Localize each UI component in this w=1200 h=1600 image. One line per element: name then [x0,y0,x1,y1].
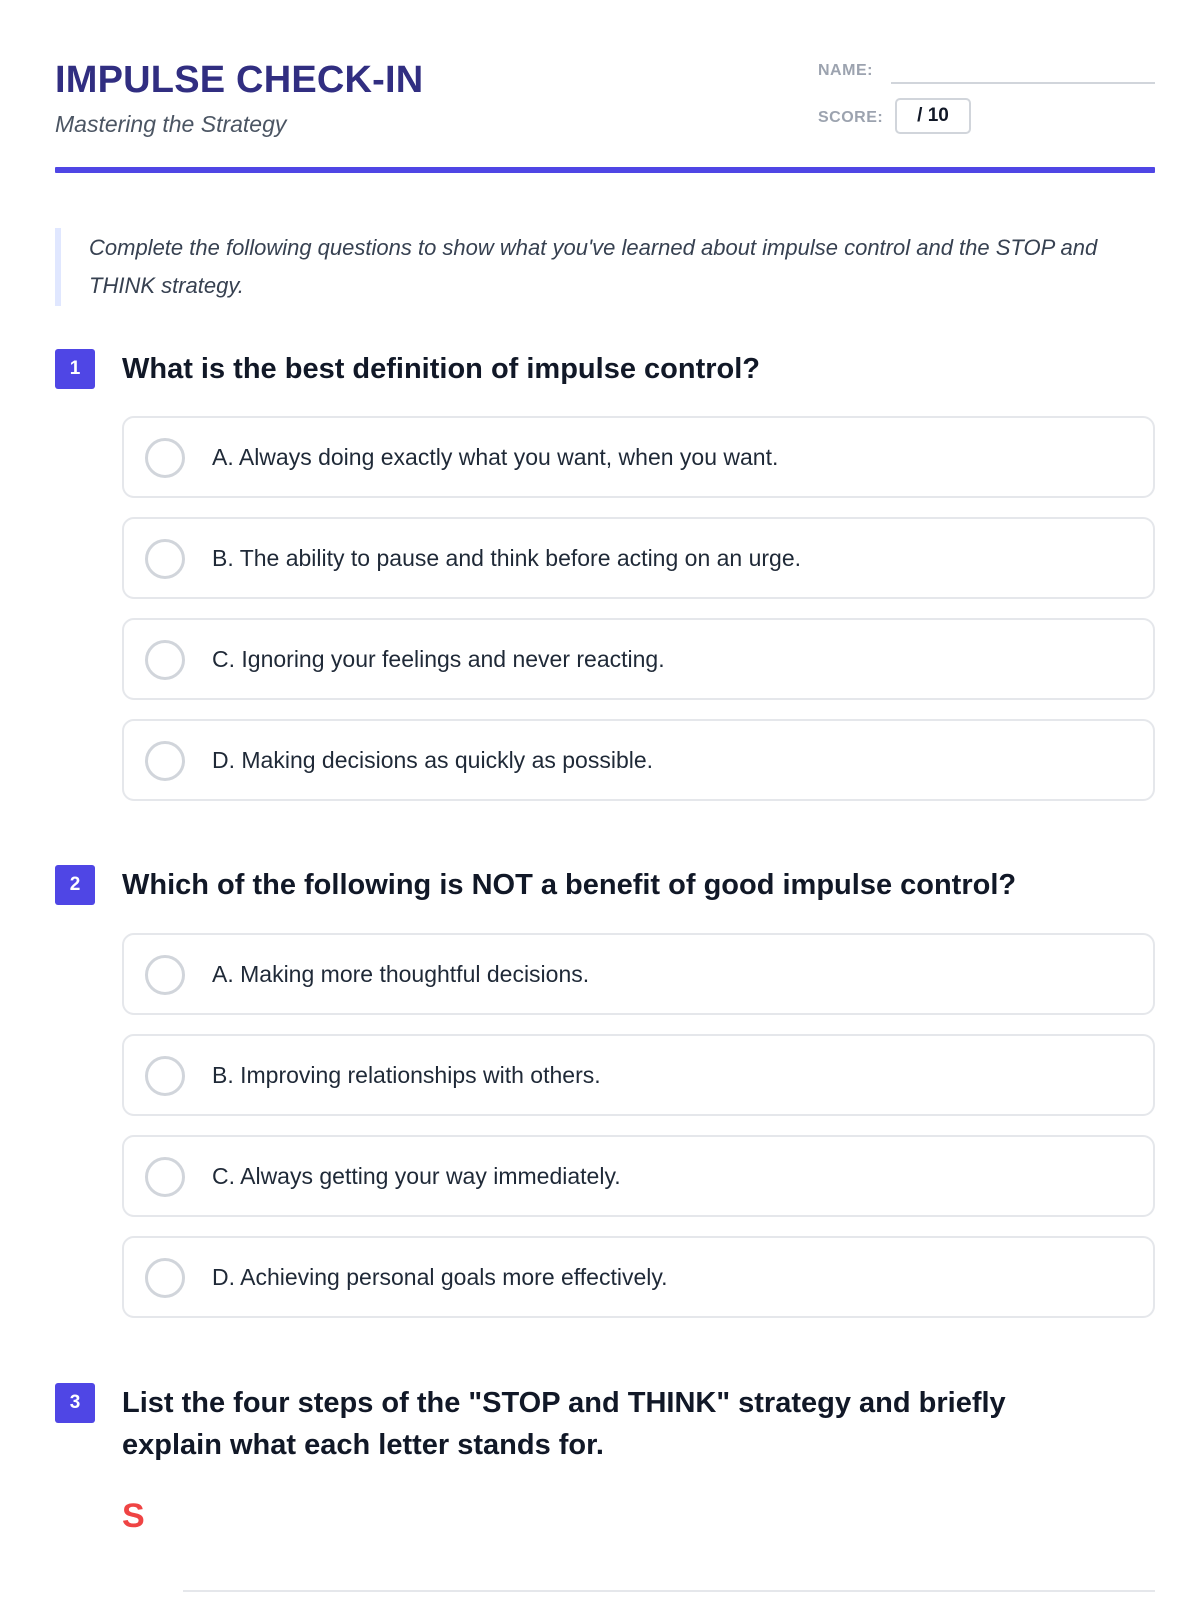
answer-option[interactable] [122,416,1155,498]
radio-button[interactable] [145,438,185,478]
radio-button[interactable] [145,1258,185,1298]
step-answer-line[interactable] [183,1590,1155,1592]
question-number-badge: 1 [55,349,95,389]
answer-option-label: B. The ability to pause and think before acting on an urge. [212,545,802,571]
instructions: Complete the following questions to show what you've learned about impulse control and the STOP and THINK strategy. [55,228,1155,306]
radio-button[interactable] [145,1056,185,1096]
answer-option-label: C. Ignoring your feelings and never reacting. [212,646,665,672]
radio-button[interactable] [145,741,185,781]
step-letter-s: S [122,1497,145,1535]
answer-option-label: A. Always doing exactly what you want, when you want. [212,444,779,470]
answer-option[interactable] [122,1034,1155,1116]
score-box[interactable] [895,98,971,134]
worksheet-subtitle: Mastering the Strategy [55,111,287,137]
answer-option[interactable] [122,1135,1155,1217]
answer-option-label: D. Achieving personal goals more effectively. [212,1264,668,1290]
answer-option[interactable] [122,1236,1155,1318]
score-label: SCORE: [818,109,884,126]
radio-button[interactable] [145,640,185,680]
radio-button[interactable] [145,539,185,579]
worksheet-header [55,55,1155,175]
name-label: NAME: [818,62,873,79]
worksheet-title: IMPULSE CHECK-IN [55,59,424,101]
answer-option-label: D. Making decisions as quickly as possible. [212,747,654,773]
radio-button[interactable] [145,1157,185,1197]
question-text: What is the best definition of impulse control? [122,353,760,385]
question-text: List the four steps of the "STOP and THINK" strategy and briefly explain what each letter stands for. [122,1387,1006,1461]
answer-option-label: C. Always getting your way immediately. [212,1163,621,1189]
radio-button[interactable] [145,955,185,995]
answer-option-label: B. Improving relationships with others. [212,1062,601,1088]
answer-option-label: A. Making more thoughtful decisions. [212,961,590,987]
question-text: Which of the following is NOT a benefit of good impulse control? [122,869,1017,901]
question-number-badge: 2 [55,865,95,905]
score-value: / 10 [917,105,949,126]
answer-option[interactable] [122,719,1155,801]
header-divider [55,167,1155,173]
answer-option[interactable] [122,517,1155,599]
answer-option[interactable] [122,933,1155,1015]
answer-option[interactable] [122,618,1155,700]
question-number-badge: 3 [55,1383,95,1423]
name-field[interactable] [891,82,1155,84]
